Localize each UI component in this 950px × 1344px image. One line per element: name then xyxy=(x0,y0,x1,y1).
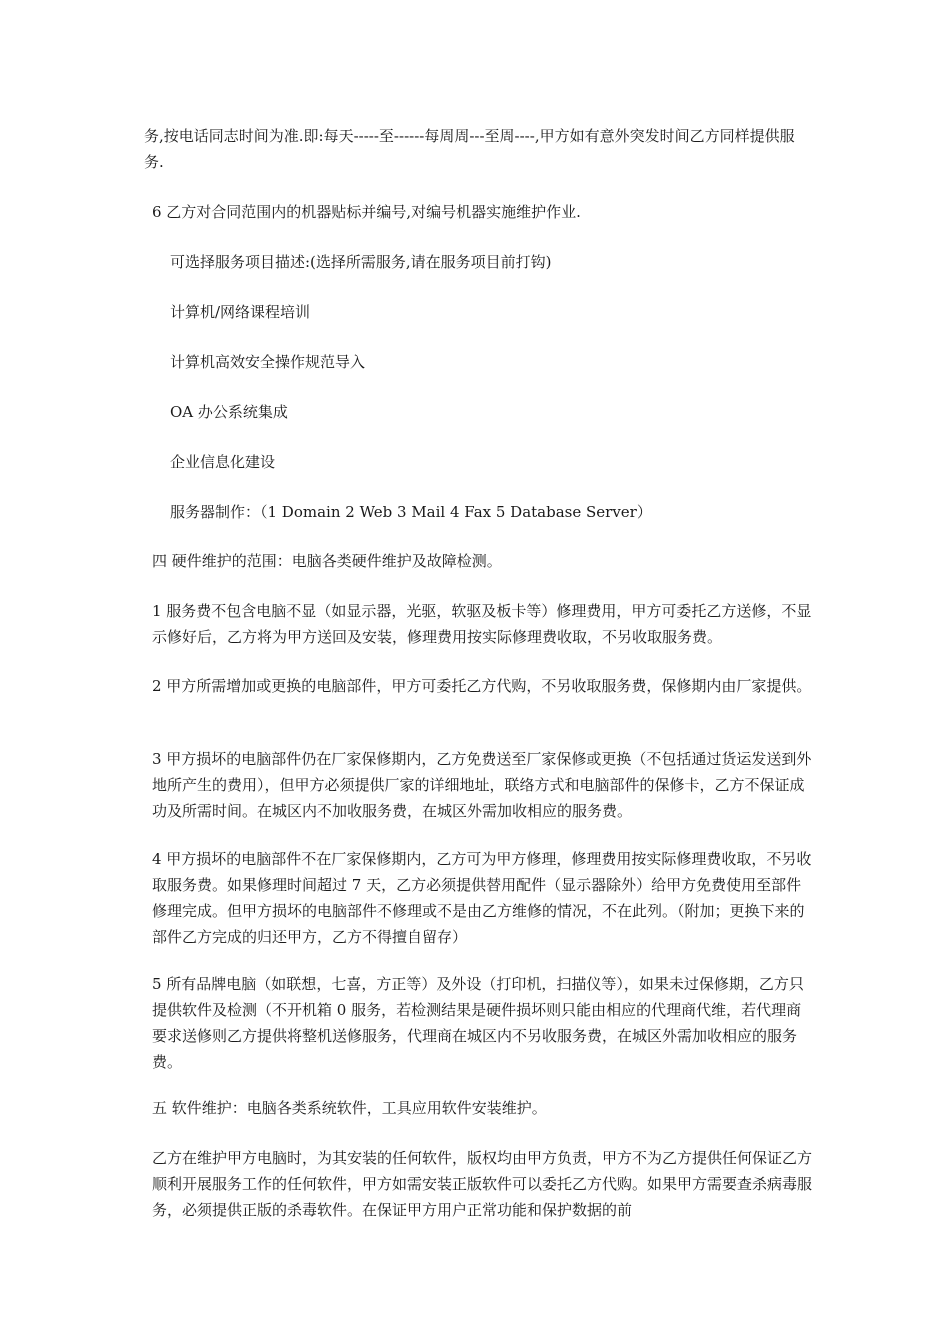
list-item-enterprise-it: 企业信息化建设 xyxy=(170,453,276,471)
paragraph-hardware-3: 3 甲方损坏的电脑部件仍在厂家保修期内，乙方免费送至厂家保修或更换（不包括通过货运发送到外地所产生的费用），但甲方必须提供厂家的详细地址，联络方式和电脑部件的保修卡，乙方不保证成功及所需时间。在城区内不加收服务费，在城区外需加收相应的服务费。 xyxy=(152,750,812,820)
section-heading-hardware: 四 硬件维护的范围：电脑各类硬件维护及故障检测。 xyxy=(152,552,502,570)
paragraph-item-6: 6 乙方对合同范围内的机器贴标并编号,对编号机器实施维护作业. xyxy=(152,203,581,221)
paragraph-hardware-5: 5 所有品牌电脑（如联想，七喜，方正等）及外设（打印机，扫描仪等），如果未过保修期，乙方只提供软件及检测（不开机箱 0 服务，若检测结果是硬件损坏则只能由相应的代理商代维，若代理商要求送修则乙方提供将整机送修服务，代理商在城区内不另收服务费，在城区外需加收相应的服务费。 xyxy=(152,975,804,1071)
paragraph-hardware-1: 1 服务费不包含电脑不显（如显示器，光驱，软驱及板卡等）修理费用，甲方可委托乙方送修，不显示修好后，乙方将为甲方送回及安装，修理费用按实际修理费收取，不另收取服务费。 xyxy=(152,602,812,646)
paragraph-hardware-4: 4 甲方损坏的电脑部件不在厂家保修期内，乙方可为甲方修理，修理费用按实际修理费收取，不另收取服务费。如果修理时间超过 7 天，乙方必须提供替用配件（显示器除外）给甲方免费使用至部件修理完成。但甲方损坏的电脑部件不修理或不是由乙方维修的情况，不在此列。（附加；更换下来的部件乙方完成的归还甲方，乙方不得擅自留存） xyxy=(152,850,812,946)
paragraph-service-hours: 务,按电话同志时间为准.即:每天-----至------每周周---至周----,甲方如有意外突发时间乙方同样提供服务. xyxy=(144,127,795,171)
paragraph-software-1: 乙方在维护甲方电脑时，为其安装的任何软件，版权均由甲方负责，甲方不为乙方提供任何保证乙方顺利开展服务工作的任何软件，甲方如需安装正版软件可以委托乙方代购。如果甲方需要查杀病毒服务，必须提供正版的杀毒软件。在保证甲方用户正常功能和保护数据的前 xyxy=(152,1149,813,1219)
paragraph-hardware-2: 2 甲方所需增加或更换的电脑部件，甲方可委托乙方代购，不另收取服务费，保修期内由厂家提供。 xyxy=(152,677,812,695)
list-item-safe-operation: 计算机高效安全操作规范导入 xyxy=(170,353,366,371)
paragraph-optional-services: 可选择服务项目描述:(选择所需服务,请在服务项目前打钩) xyxy=(170,253,552,271)
list-item-server-setup: 服务器制作：（1 Domain 2 Web 3 Mail 4 Fax 5 Database Server） xyxy=(170,503,652,521)
list-item-network-training: 计算机/网络课程培训 xyxy=(170,303,311,321)
section-heading-software: 五 软件维护：电脑各类系统软件，工具应用软件安装维护。 xyxy=(152,1099,547,1117)
list-item-oa-integration: OA 办公系统集成 xyxy=(170,403,288,421)
